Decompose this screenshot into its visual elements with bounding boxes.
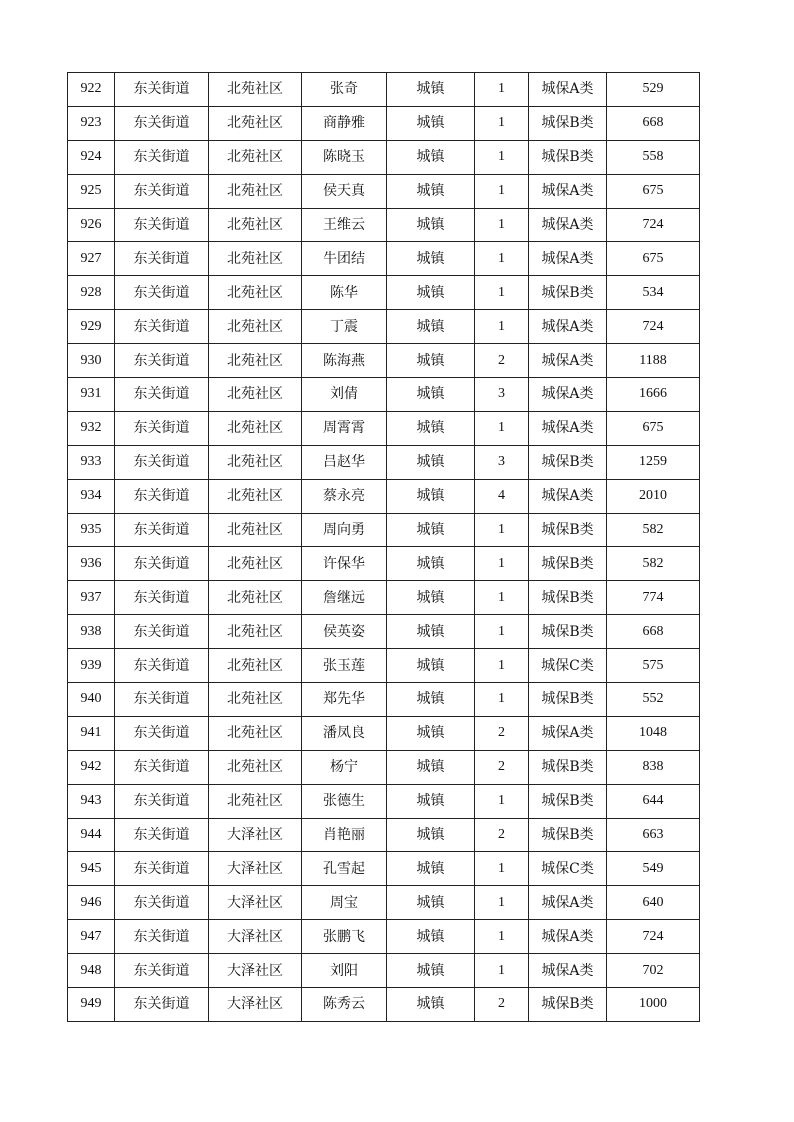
row-number-cell: 944 xyxy=(68,818,115,852)
community-cell: 北苑社区 xyxy=(209,276,302,310)
insurance-category-cell: 城保C类 xyxy=(529,852,607,886)
insurance-category-cell: 城保A类 xyxy=(529,479,607,513)
community-cell: 北苑社区 xyxy=(209,445,302,479)
household-size-cell: 1 xyxy=(475,886,529,920)
table-row xyxy=(68,310,700,344)
community-cell: 北苑社区 xyxy=(209,683,302,717)
person-name-cell: 吕赵华 xyxy=(302,445,387,479)
row-number-cell: 947 xyxy=(68,920,115,954)
insurance-category-cell: 城保C类 xyxy=(529,649,607,683)
roster-table xyxy=(67,72,700,1022)
subdistrict-cell: 东关街道 xyxy=(115,344,209,378)
subdistrict-cell: 东关街道 xyxy=(115,615,209,649)
subdistrict-cell: 东关街道 xyxy=(115,174,209,208)
household-size-cell: 1 xyxy=(475,242,529,276)
amount-cell: 668 xyxy=(607,106,700,140)
residence-type-cell: 城镇 xyxy=(387,479,475,513)
insurance-category-cell: 城保B类 xyxy=(529,547,607,581)
table-row xyxy=(68,411,700,445)
person-name-cell: 陈晓玉 xyxy=(302,140,387,174)
person-name-cell: 侯天真 xyxy=(302,174,387,208)
person-name-cell: 陈华 xyxy=(302,276,387,310)
table-row xyxy=(68,954,700,988)
amount-cell: 838 xyxy=(607,750,700,784)
amount-cell: 663 xyxy=(607,818,700,852)
insurance-category-cell: 城保B类 xyxy=(529,683,607,717)
residence-type-cell: 城镇 xyxy=(387,852,475,886)
residence-type-cell: 城镇 xyxy=(387,750,475,784)
amount-cell: 575 xyxy=(607,649,700,683)
household-size-cell: 2 xyxy=(475,818,529,852)
person-name-cell: 张奇 xyxy=(302,73,387,107)
amount-cell: 552 xyxy=(607,683,700,717)
row-number-cell: 924 xyxy=(68,140,115,174)
insurance-category-cell: 城保B类 xyxy=(529,818,607,852)
table-row xyxy=(68,276,700,310)
household-size-cell: 1 xyxy=(475,310,529,344)
person-name-cell: 商静雅 xyxy=(302,106,387,140)
amount-cell: 640 xyxy=(607,886,700,920)
table-row xyxy=(68,988,700,1022)
community-cell: 北苑社区 xyxy=(209,411,302,445)
community-cell: 北苑社区 xyxy=(209,784,302,818)
amount-cell: 1000 xyxy=(607,988,700,1022)
household-size-cell: 1 xyxy=(475,276,529,310)
insurance-category-cell: 城保A类 xyxy=(529,344,607,378)
amount-cell: 644 xyxy=(607,784,700,818)
person-name-cell: 周宝 xyxy=(302,886,387,920)
table-row xyxy=(68,818,700,852)
subdistrict-cell: 东关街道 xyxy=(115,716,209,750)
table-row xyxy=(68,344,700,378)
household-size-cell: 1 xyxy=(475,513,529,547)
amount-cell: 675 xyxy=(607,411,700,445)
household-size-cell: 1 xyxy=(475,208,529,242)
row-number-cell: 936 xyxy=(68,547,115,581)
row-number-cell: 933 xyxy=(68,445,115,479)
household-size-cell: 1 xyxy=(475,784,529,818)
household-size-cell: 1 xyxy=(475,547,529,581)
person-name-cell: 詹继远 xyxy=(302,581,387,615)
amount-cell: 774 xyxy=(607,581,700,615)
household-size-cell: 3 xyxy=(475,378,529,412)
insurance-category-cell: 城保B类 xyxy=(529,750,607,784)
insurance-category-cell: 城保B类 xyxy=(529,276,607,310)
amount-cell: 702 xyxy=(607,954,700,988)
household-size-cell: 1 xyxy=(475,174,529,208)
table-row xyxy=(68,886,700,920)
residence-type-cell: 城镇 xyxy=(387,988,475,1022)
table-row xyxy=(68,106,700,140)
subdistrict-cell: 东关街道 xyxy=(115,886,209,920)
insurance-category-cell: 城保A类 xyxy=(529,886,607,920)
residence-type-cell: 城镇 xyxy=(387,242,475,276)
table-row xyxy=(68,920,700,954)
residence-type-cell: 城镇 xyxy=(387,140,475,174)
household-size-cell: 2 xyxy=(475,750,529,784)
amount-cell: 668 xyxy=(607,615,700,649)
household-size-cell: 2 xyxy=(475,988,529,1022)
table-row xyxy=(68,479,700,513)
subdistrict-cell: 东关街道 xyxy=(115,411,209,445)
community-cell: 北苑社区 xyxy=(209,716,302,750)
table-row xyxy=(68,547,700,581)
insurance-category-cell: 城保B类 xyxy=(529,106,607,140)
amount-cell: 2010 xyxy=(607,479,700,513)
community-cell: 北苑社区 xyxy=(209,106,302,140)
residence-type-cell: 城镇 xyxy=(387,208,475,242)
community-cell: 北苑社区 xyxy=(209,581,302,615)
table-row xyxy=(68,683,700,717)
person-name-cell: 周向勇 xyxy=(302,513,387,547)
subdistrict-cell: 东关街道 xyxy=(115,208,209,242)
person-name-cell: 陈海燕 xyxy=(302,344,387,378)
residence-type-cell: 城镇 xyxy=(387,547,475,581)
amount-cell: 1666 xyxy=(607,378,700,412)
row-number-cell: 927 xyxy=(68,242,115,276)
insurance-category-cell: 城保A类 xyxy=(529,378,607,412)
person-name-cell: 潘凤良 xyxy=(302,716,387,750)
person-name-cell: 张玉莲 xyxy=(302,649,387,683)
subdistrict-cell: 东关街道 xyxy=(115,954,209,988)
subdistrict-cell: 东关街道 xyxy=(115,140,209,174)
community-cell: 大泽社区 xyxy=(209,852,302,886)
row-number-cell: 941 xyxy=(68,716,115,750)
residence-type-cell: 城镇 xyxy=(387,615,475,649)
amount-cell: 675 xyxy=(607,242,700,276)
amount-cell: 1048 xyxy=(607,716,700,750)
subdistrict-cell: 东关街道 xyxy=(115,818,209,852)
insurance-category-cell: 城保B类 xyxy=(529,581,607,615)
table-row xyxy=(68,581,700,615)
subdistrict-cell: 东关街道 xyxy=(115,581,209,615)
subdistrict-cell: 东关街道 xyxy=(115,513,209,547)
person-name-cell: 周霄霄 xyxy=(302,411,387,445)
person-name-cell: 蔡永亮 xyxy=(302,479,387,513)
household-size-cell: 1 xyxy=(475,411,529,445)
person-name-cell: 肖艳丽 xyxy=(302,818,387,852)
residence-type-cell: 城镇 xyxy=(387,344,475,378)
row-number-cell: 926 xyxy=(68,208,115,242)
subdistrict-cell: 东关街道 xyxy=(115,852,209,886)
person-name-cell: 许保华 xyxy=(302,547,387,581)
community-cell: 北苑社区 xyxy=(209,750,302,784)
table-row xyxy=(68,378,700,412)
amount-cell: 529 xyxy=(607,73,700,107)
community-cell: 大泽社区 xyxy=(209,818,302,852)
community-cell: 大泽社区 xyxy=(209,954,302,988)
residence-type-cell: 城镇 xyxy=(387,276,475,310)
subdistrict-cell: 东关街道 xyxy=(115,479,209,513)
amount-cell: 558 xyxy=(607,140,700,174)
community-cell: 北苑社区 xyxy=(209,344,302,378)
table-row xyxy=(68,750,700,784)
household-size-cell: 4 xyxy=(475,479,529,513)
residence-type-cell: 城镇 xyxy=(387,784,475,818)
community-cell: 北苑社区 xyxy=(209,547,302,581)
row-number-cell: 923 xyxy=(68,106,115,140)
residence-type-cell: 城镇 xyxy=(387,378,475,412)
household-size-cell: 1 xyxy=(475,615,529,649)
subdistrict-cell: 东关街道 xyxy=(115,649,209,683)
community-cell: 北苑社区 xyxy=(209,73,302,107)
person-name-cell: 侯英姿 xyxy=(302,615,387,649)
subdistrict-cell: 东关街道 xyxy=(115,750,209,784)
person-name-cell: 王维云 xyxy=(302,208,387,242)
residence-type-cell: 城镇 xyxy=(387,73,475,107)
amount-cell: 724 xyxy=(607,208,700,242)
insurance-category-cell: 城保B类 xyxy=(529,513,607,547)
community-cell: 北苑社区 xyxy=(209,479,302,513)
insurance-category-cell: 城保A类 xyxy=(529,174,607,208)
residence-type-cell: 城镇 xyxy=(387,411,475,445)
table-row xyxy=(68,784,700,818)
subdistrict-cell: 东关街道 xyxy=(115,683,209,717)
community-cell: 大泽社区 xyxy=(209,988,302,1022)
person-name-cell: 刘阳 xyxy=(302,954,387,988)
residence-type-cell: 城镇 xyxy=(387,174,475,208)
insurance-category-cell: 城保B类 xyxy=(529,988,607,1022)
row-number-cell: 928 xyxy=(68,276,115,310)
table-row xyxy=(68,445,700,479)
residence-type-cell: 城镇 xyxy=(387,818,475,852)
table-row xyxy=(68,513,700,547)
community-cell: 大泽社区 xyxy=(209,886,302,920)
insurance-category-cell: 城保A类 xyxy=(529,73,607,107)
insurance-category-cell: 城保A类 xyxy=(529,920,607,954)
insurance-category-cell: 城保B类 xyxy=(529,445,607,479)
insurance-category-cell: 城保B类 xyxy=(529,615,607,649)
row-number-cell: 937 xyxy=(68,581,115,615)
row-number-cell: 930 xyxy=(68,344,115,378)
insurance-category-cell: 城保A类 xyxy=(529,310,607,344)
residence-type-cell: 城镇 xyxy=(387,683,475,717)
residence-type-cell: 城镇 xyxy=(387,581,475,615)
amount-cell: 1259 xyxy=(607,445,700,479)
household-size-cell: 1 xyxy=(475,73,529,107)
person-name-cell: 刘倩 xyxy=(302,378,387,412)
community-cell: 北苑社区 xyxy=(209,208,302,242)
residence-type-cell: 城镇 xyxy=(387,310,475,344)
row-number-cell: 935 xyxy=(68,513,115,547)
row-number-cell: 945 xyxy=(68,852,115,886)
community-cell: 北苑社区 xyxy=(209,242,302,276)
table-row xyxy=(68,73,700,107)
row-number-cell: 934 xyxy=(68,479,115,513)
household-size-cell: 1 xyxy=(475,954,529,988)
household-size-cell: 1 xyxy=(475,649,529,683)
person-name-cell: 张德生 xyxy=(302,784,387,818)
person-name-cell: 张鹏飞 xyxy=(302,920,387,954)
insurance-category-cell: 城保A类 xyxy=(529,208,607,242)
community-cell: 北苑社区 xyxy=(209,140,302,174)
subdistrict-cell: 东关街道 xyxy=(115,106,209,140)
row-number-cell: 949 xyxy=(68,988,115,1022)
row-number-cell: 946 xyxy=(68,886,115,920)
row-number-cell: 931 xyxy=(68,378,115,412)
table-row xyxy=(68,174,700,208)
amount-cell: 582 xyxy=(607,513,700,547)
subdistrict-cell: 东关街道 xyxy=(115,73,209,107)
amount-cell: 675 xyxy=(607,174,700,208)
community-cell: 大泽社区 xyxy=(209,920,302,954)
household-size-cell: 2 xyxy=(475,344,529,378)
residence-type-cell: 城镇 xyxy=(387,106,475,140)
household-size-cell: 1 xyxy=(475,683,529,717)
subdistrict-cell: 东关街道 xyxy=(115,378,209,412)
roster-sheet xyxy=(67,72,699,1022)
row-number-cell: 942 xyxy=(68,750,115,784)
table-row xyxy=(68,242,700,276)
household-size-cell: 1 xyxy=(475,581,529,615)
table-row xyxy=(68,852,700,886)
residence-type-cell: 城镇 xyxy=(387,954,475,988)
community-cell: 北苑社区 xyxy=(209,174,302,208)
subdistrict-cell: 东关街道 xyxy=(115,988,209,1022)
row-number-cell: 940 xyxy=(68,683,115,717)
household-size-cell: 3 xyxy=(475,445,529,479)
insurance-category-cell: 城保A类 xyxy=(529,242,607,276)
community-cell: 北苑社区 xyxy=(209,378,302,412)
household-size-cell: 1 xyxy=(475,106,529,140)
residence-type-cell: 城镇 xyxy=(387,920,475,954)
community-cell: 北苑社区 xyxy=(209,513,302,547)
row-number-cell: 938 xyxy=(68,615,115,649)
person-name-cell: 郑先华 xyxy=(302,683,387,717)
table-row xyxy=(68,716,700,750)
amount-cell: 549 xyxy=(607,852,700,886)
insurance-category-cell: 城保B类 xyxy=(529,784,607,818)
subdistrict-cell: 东关街道 xyxy=(115,276,209,310)
row-number-cell: 932 xyxy=(68,411,115,445)
household-size-cell: 1 xyxy=(475,920,529,954)
household-size-cell: 1 xyxy=(475,140,529,174)
row-number-cell: 925 xyxy=(68,174,115,208)
subdistrict-cell: 东关街道 xyxy=(115,310,209,344)
residence-type-cell: 城镇 xyxy=(387,649,475,683)
row-number-cell: 943 xyxy=(68,784,115,818)
subdistrict-cell: 东关街道 xyxy=(115,920,209,954)
row-number-cell: 929 xyxy=(68,310,115,344)
community-cell: 北苑社区 xyxy=(209,649,302,683)
person-name-cell: 孔雪起 xyxy=(302,852,387,886)
roster-body xyxy=(68,73,700,1022)
subdistrict-cell: 东关街道 xyxy=(115,547,209,581)
subdistrict-cell: 东关街道 xyxy=(115,784,209,818)
person-name-cell: 陈秀云 xyxy=(302,988,387,1022)
amount-cell: 534 xyxy=(607,276,700,310)
household-size-cell: 2 xyxy=(475,716,529,750)
person-name-cell: 杨宁 xyxy=(302,750,387,784)
amount-cell: 1188 xyxy=(607,344,700,378)
table-row xyxy=(68,615,700,649)
row-number-cell: 948 xyxy=(68,954,115,988)
insurance-category-cell: 城保A类 xyxy=(529,954,607,988)
insurance-category-cell: 城保A类 xyxy=(529,716,607,750)
row-number-cell: 939 xyxy=(68,649,115,683)
insurance-category-cell: 城保A类 xyxy=(529,411,607,445)
amount-cell: 724 xyxy=(607,920,700,954)
amount-cell: 582 xyxy=(607,547,700,581)
residence-type-cell: 城镇 xyxy=(387,445,475,479)
residence-type-cell: 城镇 xyxy=(387,716,475,750)
person-name-cell: 丁震 xyxy=(302,310,387,344)
subdistrict-cell: 东关街道 xyxy=(115,242,209,276)
row-number-cell: 922 xyxy=(68,73,115,107)
household-size-cell: 1 xyxy=(475,852,529,886)
table-row xyxy=(68,649,700,683)
community-cell: 北苑社区 xyxy=(209,615,302,649)
subdistrict-cell: 东关街道 xyxy=(115,445,209,479)
amount-cell: 724 xyxy=(607,310,700,344)
residence-type-cell: 城镇 xyxy=(387,886,475,920)
insurance-category-cell: 城保B类 xyxy=(529,140,607,174)
table-row xyxy=(68,140,700,174)
person-name-cell: 牛团结 xyxy=(302,242,387,276)
community-cell: 北苑社区 xyxy=(209,310,302,344)
table-row xyxy=(68,208,700,242)
residence-type-cell: 城镇 xyxy=(387,513,475,547)
